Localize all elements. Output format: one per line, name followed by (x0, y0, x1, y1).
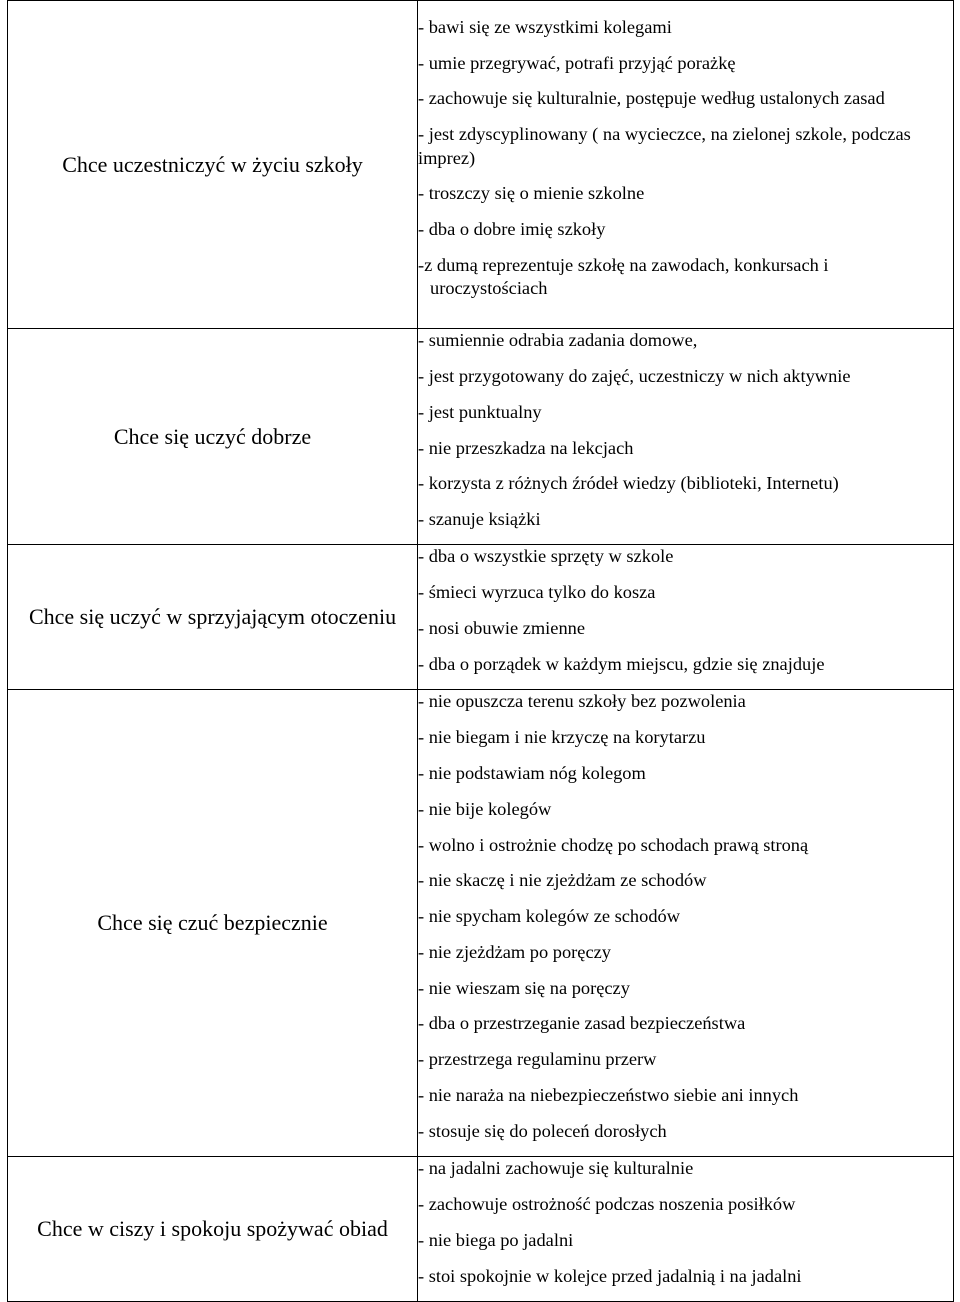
rule-item: - stosuje się do poleceń dorosłych (418, 1120, 667, 1141)
section-row-lunch (8, 1157, 954, 1302)
section-items-cell (418, 545, 954, 690)
rule-item: - śmieci wyrzuca tylko do kosza (418, 582, 656, 603)
section-title: Chce uczestniczyć w życiu szkoły (62, 151, 363, 177)
section-items-cell (418, 1157, 954, 1302)
rule-item: - jest zdyscyplinowany ( na wycieczce, na zielonej szkole, podczas imprez) (418, 124, 911, 168)
rule-item: - sumiennie odrabia zadania domowe, (418, 330, 698, 351)
section-title: Chce w ciszy i spokoju spożywać obiad (37, 1216, 388, 1241)
rule-item: - przestrzega regulaminu przerw (418, 1049, 657, 1070)
rule-item: - nie spycham kolegów ze schodów (418, 906, 680, 927)
rule-item: - nie biega po jadalni (418, 1230, 574, 1250)
rule-item: - nie biegam i nie krzyczę na korytarzu (418, 727, 706, 748)
rule-item: - nosi obuwie zmienne (418, 618, 586, 638)
rule-item: - dba o porządek w każdym miejscu, gdzie się znajduje (418, 653, 825, 674)
rule-item: - jest punktualny (418, 401, 542, 422)
section-title-cell (8, 329, 418, 545)
section-items-cell (418, 1, 954, 329)
section-title-cell (8, 545, 418, 690)
rule-list (418, 1157, 953, 1288)
rule-item: - korzysta z różnych źródeł wiedzy (biblioteki, Internetu) (418, 473, 839, 494)
rule-list (418, 16, 953, 301)
rule-list (418, 545, 953, 676)
rule-item: - nie przeszkadza na lekcjach (418, 437, 634, 458)
rule-item: - bawi się ze wszystkimi kolegami (418, 16, 672, 37)
rule-item: - nie zjeżdżam po poręczy (418, 941, 611, 962)
section-title-cell (8, 1, 418, 329)
rule-item: - zachowuje ostrożność podczas noszenia posiłków (418, 1194, 796, 1215)
rule-item: - jest przygotowany do zajęć, uczestniczy w nich aktywnie (418, 365, 851, 386)
rule-item: - nie naraża na niebezpieczeństwo siebie ani innych (418, 1085, 799, 1106)
section-row-learn-well (8, 329, 954, 545)
rule-item: -z dumą reprezentuje szkołę na zawodach, konkursach i uroczystościach (418, 254, 829, 299)
section-items-cell (418, 690, 954, 1157)
rule-item: - umie przegrywać, potrafi przyjąć porażkę (418, 52, 736, 73)
rule-item: - na jadalni zachowuje się kulturalnie (418, 1158, 694, 1179)
rule-item: - wolno i ostrożnie chodzę po schodach prawą stroną (418, 834, 809, 855)
section-row-school-life (8, 1, 954, 329)
rule-item: - nie opuszcza terenu szkoły bez pozwolenia (418, 691, 746, 712)
rule-item: - nie wieszam się na poręczy (418, 977, 630, 998)
section-title-cell (8, 690, 418, 1157)
rule-item: - nie bije kolegów (418, 798, 552, 819)
rule-item: - zachowuje się kulturalnie, postępuje według ustalonych zasad (418, 88, 885, 109)
rule-item: - nie podstawiam nóg kolegom (418, 762, 646, 783)
section-row-environment (8, 545, 954, 690)
section-title: Chce się uczyć dobrze (113, 423, 312, 449)
section-title: Chce się uczyć w sprzyjającym otoczeniu (28, 604, 397, 629)
rules-table (7, 0, 954, 1302)
section-title-cell (8, 1157, 418, 1302)
rule-item: - szanuje książki (418, 509, 541, 530)
rule-item: - dba o przestrzeganie zasad bezpieczeństwa (418, 1013, 746, 1034)
section-items-cell (418, 329, 954, 545)
rule-item: - dba o dobre imię szkoły (418, 219, 606, 240)
rule-item: - nie skaczę i nie zjeżdżam ze schodów (418, 870, 707, 891)
rule-list (418, 690, 953, 1143)
section-title: Chce się czuć bezpiecznie (97, 910, 328, 935)
rule-item: - troszczy się o mienie szkolne (418, 183, 645, 204)
rule-list (418, 329, 953, 531)
rule-item: - dba o wszystkie sprzęty w szkole (418, 546, 674, 567)
section-row-safety (8, 690, 954, 1157)
rule-item: - stoi spokojnie w kolejce przed jadalnią i na jadalni (418, 1265, 802, 1286)
